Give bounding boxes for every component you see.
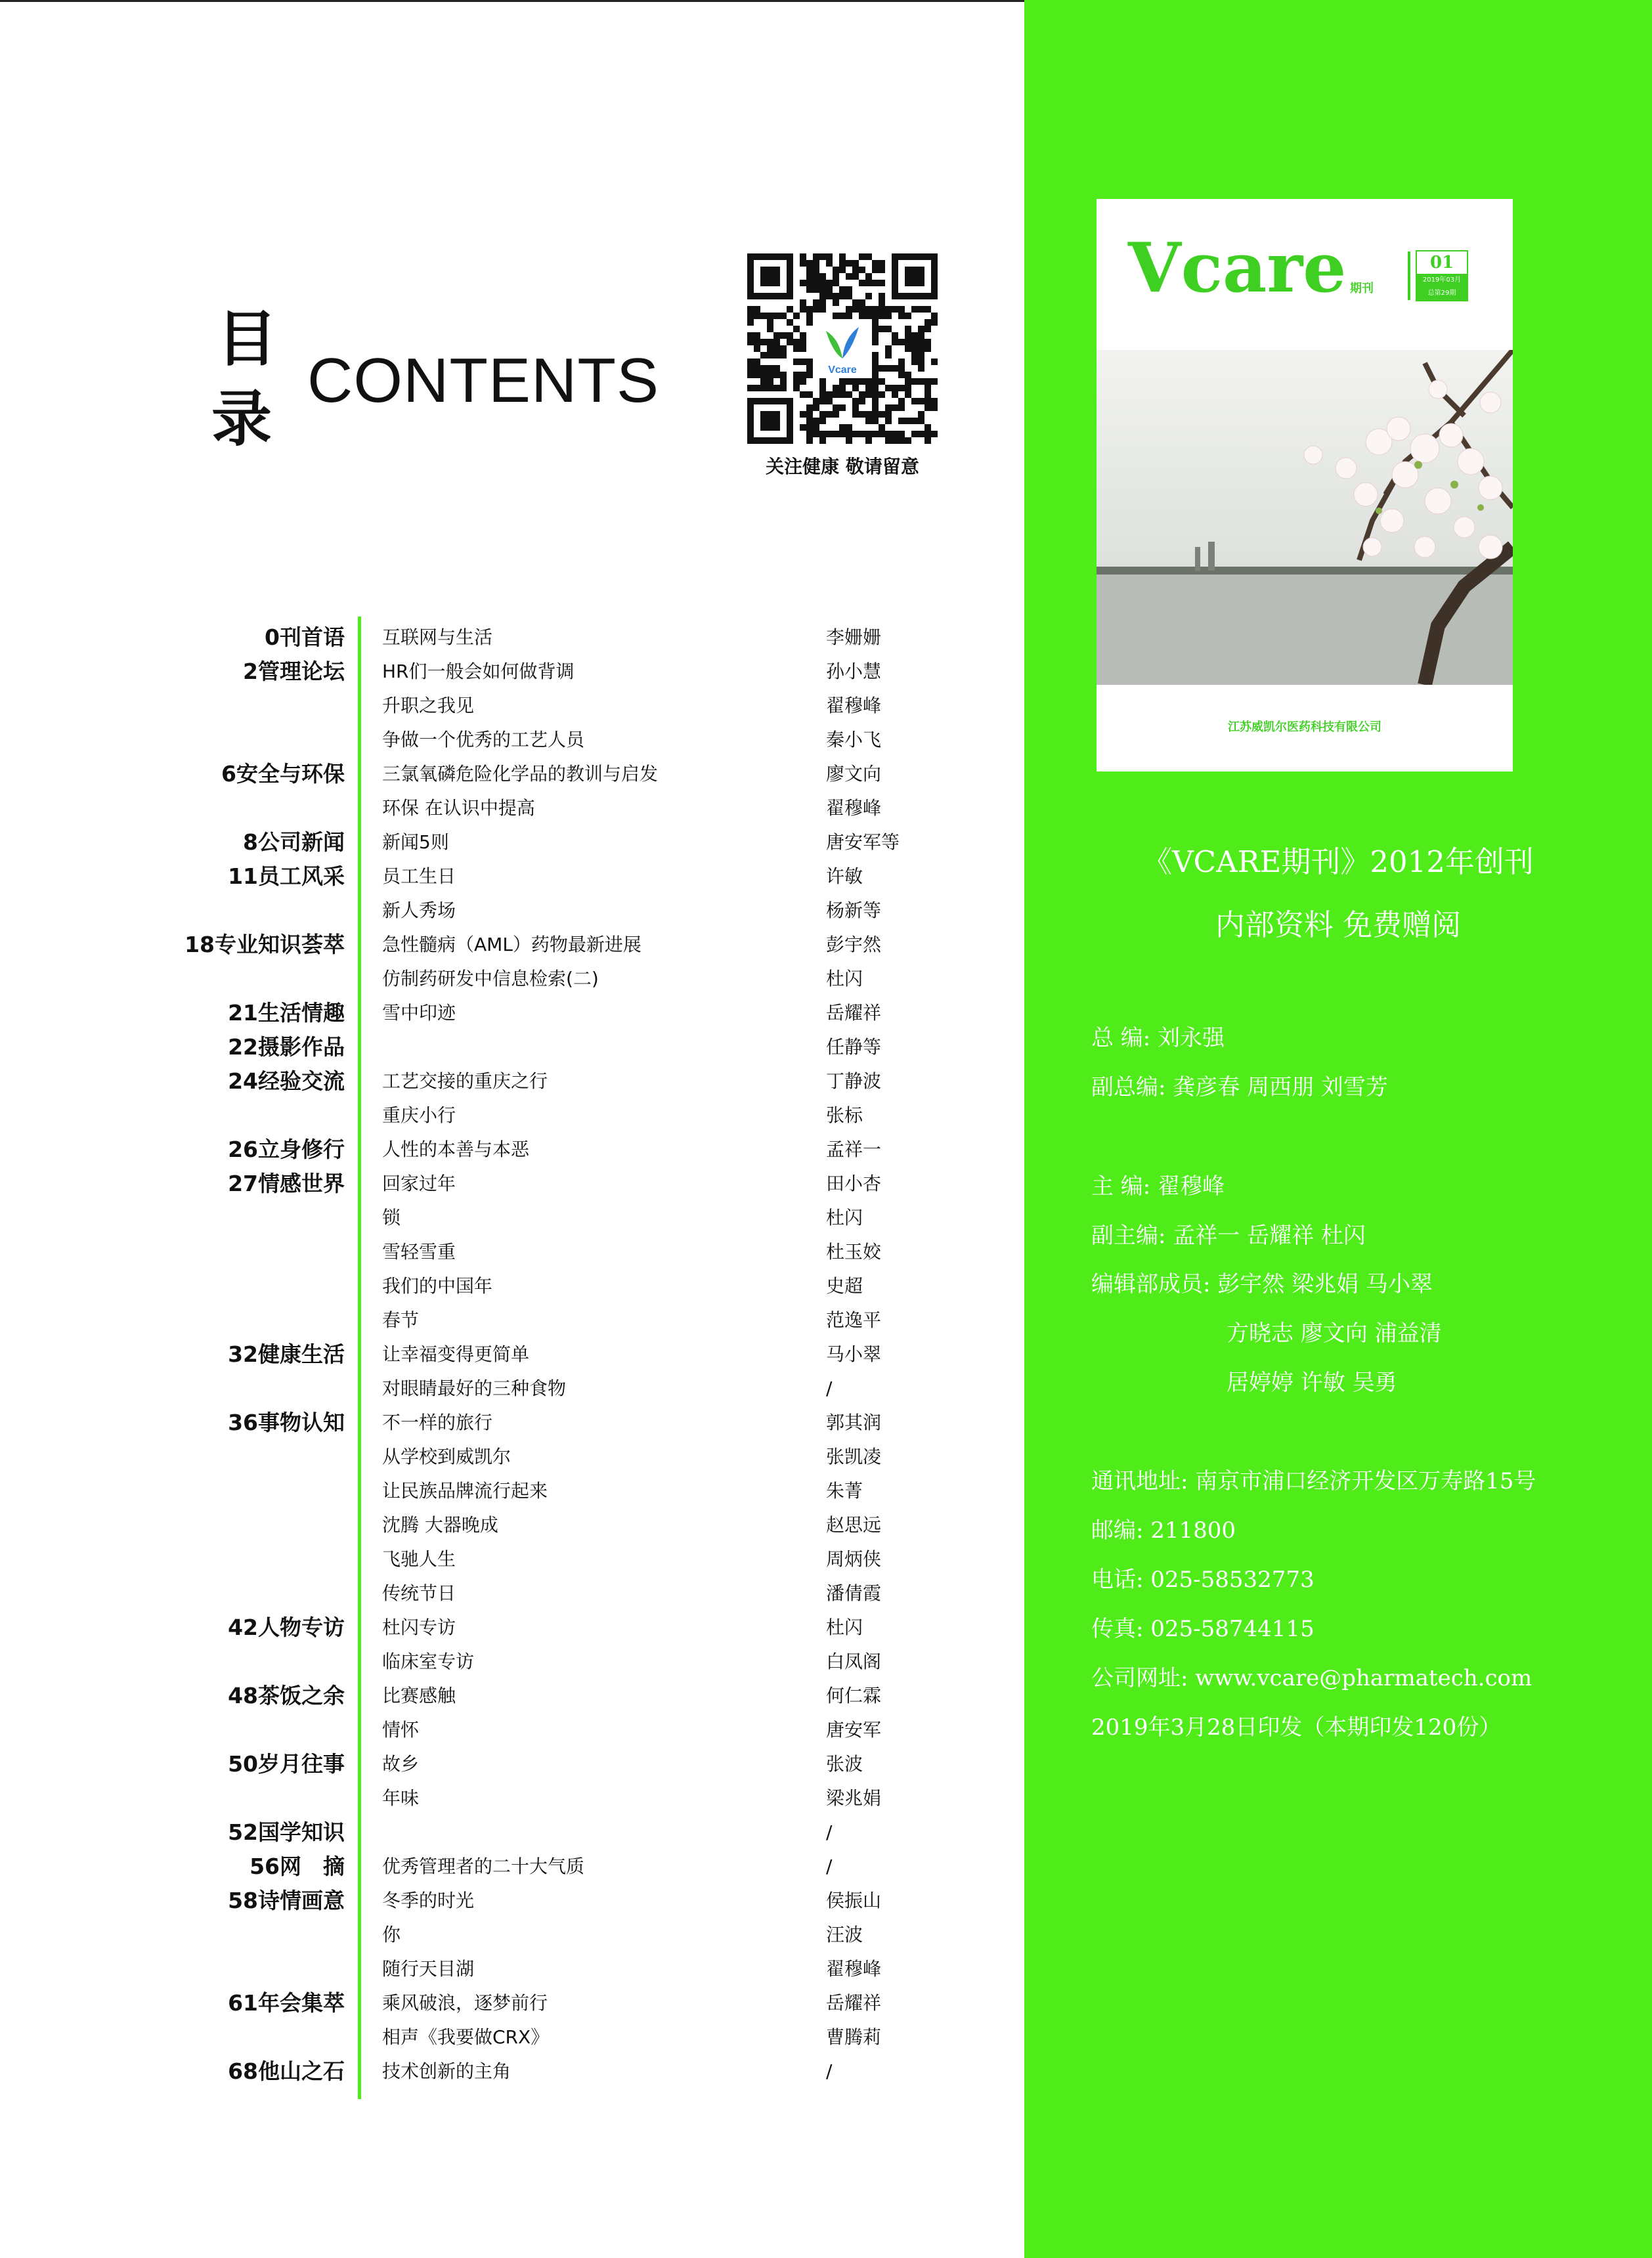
toc-author: 唐安军等: [826, 831, 900, 853]
toc-author: 岳耀祥: [826, 1002, 882, 1024]
toc-section: 26立身修行: [228, 1137, 345, 1162]
qr-logo-text: Vcare: [828, 364, 857, 376]
toc-row: [0, 1337, 1024, 1372]
toc-author: 侯振山: [826, 1890, 882, 1911]
toc-article: 乘风破浪，逐梦前行: [382, 1992, 548, 2014]
toc-row: [0, 655, 1024, 689]
toc-author: 田小杏: [826, 1173, 882, 1194]
toc-article: 故乡: [382, 1753, 420, 1775]
toc-section: 6安全与环保: [221, 761, 345, 787]
toc-article: 争做一个优秀的工艺人员: [382, 729, 585, 750]
toc-article: 让民族品牌流行起来: [382, 1480, 548, 1502]
toc-author: 梁兆娟: [826, 1787, 882, 1809]
toc-section: 2管理论坛: [243, 659, 345, 684]
toc-row: [0, 894, 1024, 928]
toc-section: 48茶饭之余: [228, 1683, 345, 1708]
masthead-headline-1: 《VCARE期刊》2012年创刊: [1142, 844, 1534, 879]
toc-row: [0, 1201, 1024, 1235]
toc-article: 回家过年: [382, 1173, 456, 1194]
toc-article: HR们一般会如何做背调: [382, 661, 575, 682]
toc-row: [0, 1406, 1024, 1440]
contents-title: CONTENTS: [307, 345, 659, 416]
toc-author: 曹腾莉: [826, 2026, 882, 2048]
title-mu: 目: [217, 304, 278, 374]
website: 公司网址: www.vcare@pharmatech.com: [1091, 1665, 1532, 1691]
toc-author: 廖文向: [826, 763, 882, 785]
toc-article: 飞驰人生: [382, 1548, 456, 1570]
toc-author: 孙小慧: [826, 661, 882, 682]
toc-article: 冬季的时光: [382, 1890, 475, 1911]
toc-article: 技术创新的主角: [382, 2060, 511, 2082]
toc-article: 沈腾 大器晚成: [382, 1514, 498, 1536]
toc-section: 21生活情趣: [228, 1000, 345, 1026]
toc-author: 张凯凌: [826, 1446, 882, 1467]
toc-row: [0, 1576, 1024, 1611]
toc-section: 24经验交流: [228, 1068, 345, 1094]
toc-author: 丁静波: [826, 1070, 882, 1092]
qr-code-icon: [747, 253, 938, 444]
print-info: 2019年3月28日印发（本期印发120份）: [1091, 1714, 1502, 1741]
issue-box: [1416, 250, 1468, 301]
editor: 主 编: 翟穆峰: [1091, 1173, 1225, 1200]
toc-section: 42人物专访: [228, 1615, 345, 1640]
toc-article: 三氯氧磷危险化学品的教训与启发: [382, 763, 659, 785]
toc-article: 升职之我见: [382, 695, 475, 716]
toc-row: [0, 1986, 1024, 2020]
toc-author: 杨新等: [826, 900, 882, 921]
toc-article: 雪轻雪重: [382, 1241, 456, 1263]
toc-article: 随行天目湖: [382, 1958, 475, 1980]
cover-sub: 期刊: [1350, 282, 1374, 295]
toc-article: 对眼睛最好的三种食物: [382, 1378, 567, 1399]
toc-author: 翟穆峰: [826, 1958, 882, 1980]
qr-caption: 关注健康 敬请留意: [766, 456, 919, 477]
toc-article: 优秀管理者的二十大气质: [382, 1856, 585, 1877]
toc-article: 情怀: [382, 1719, 420, 1741]
toc-section: 68他山之石: [228, 2058, 345, 2084]
toc-author: 郭其润: [826, 1412, 882, 1433]
toc-row: [0, 1679, 1024, 1713]
toc-author: 范逸平: [826, 1309, 882, 1331]
toc-article: 从学校到威凯尔: [382, 1446, 511, 1467]
toc-row: [0, 1235, 1024, 1269]
toc-section: 11员工风采: [228, 863, 345, 889]
deputy-editor: 副主编: 孟祥一 岳耀祥 杜闪: [1091, 1223, 1366, 1249]
toc-row: [0, 859, 1024, 894]
toc-article: 你: [382, 1924, 401, 1945]
toc-author: 翟穆峰: [826, 797, 882, 819]
toc-author: 杜玉姣: [826, 1241, 882, 1263]
toc-row: [0, 1781, 1024, 1815]
toc-row: [0, 1167, 1024, 1201]
toc-article: 让幸福变得更简单: [382, 1343, 530, 1365]
toc-author: 朱菁: [826, 1480, 863, 1502]
toc-row: [0, 1098, 1024, 1133]
toc-author: 张波: [826, 1753, 863, 1775]
toc-row: [0, 1064, 1024, 1098]
toc-article: 杜闪专访: [382, 1617, 456, 1638]
toc-row: [0, 928, 1024, 962]
toc-row: [0, 2054, 1024, 2089]
address: 通讯地址: 南京市浦口经济开发区万寿路15号: [1091, 1468, 1536, 1494]
toc-author: /: [826, 1856, 833, 1877]
toc-article: 重庆小行: [382, 1104, 456, 1126]
toc-author: 秦小飞: [826, 729, 882, 750]
toc-author: /: [826, 1821, 833, 1843]
toc-article: 春节: [382, 1309, 420, 1331]
toc-row: [0, 962, 1024, 996]
toc-row: [0, 757, 1024, 791]
toc-author: 岳耀祥: [826, 1992, 882, 2014]
title-lu: 录: [211, 384, 272, 454]
toc-row: [0, 2020, 1024, 2054]
toc-article: 年味: [382, 1787, 420, 1809]
masthead-headline-2: 内部资料 免费赠阅: [1215, 907, 1462, 942]
toc-row: [0, 1030, 1024, 1064]
toc-author: 任静等: [826, 1036, 882, 1058]
toc-article: 员工生日: [382, 865, 456, 887]
toc-article: 仿制药研发中信息检索(二): [382, 968, 599, 989]
toc-row: [0, 620, 1024, 655]
toc-row: [0, 1474, 1024, 1508]
toc-article: 比赛感触: [382, 1685, 456, 1706]
toc-row: [0, 1918, 1024, 1952]
editorial-members-3: 居婷婷 许敏 吴勇: [1227, 1370, 1397, 1396]
cherry-blossom-photo: [1097, 350, 1513, 685]
toc-author: 赵思远: [826, 1514, 882, 1536]
toc-author: 彭宇然: [826, 934, 882, 955]
toc-author: 汪波: [826, 1924, 863, 1945]
toc-article: 人性的本善与本恶: [382, 1139, 530, 1160]
toc-author: 许敏: [826, 865, 863, 887]
toc-article: 新人秀场: [382, 900, 456, 921]
toc-author: 白凤阁: [826, 1651, 882, 1672]
toc-article: 传统节日: [382, 1582, 456, 1604]
toc-author: 周炳侠: [826, 1548, 882, 1570]
toc-section: 18专业知识荟萃: [185, 932, 345, 957]
postcode: 邮编: 211800: [1091, 1517, 1236, 1544]
toc-author: /: [826, 1378, 833, 1399]
toc-author: 张标: [826, 1104, 863, 1126]
toc-row: [0, 1952, 1024, 1986]
editorial-members-2: 方晓志 廖文向 浦益清: [1227, 1320, 1442, 1347]
toc-author: 潘倩霞: [826, 1582, 882, 1604]
toc-article: 工艺交接的重庆之行: [382, 1070, 548, 1092]
cover-thumbnail: [1097, 199, 1513, 771]
issue-month: 2019年03月: [1422, 276, 1462, 284]
toc-row: [0, 1269, 1024, 1303]
toc-row: [0, 1815, 1024, 1850]
toc-article: 相声《我要做CRX》: [382, 2026, 550, 2048]
toc-row: [0, 1850, 1024, 1884]
toc-author: 杜闪: [826, 1207, 863, 1228]
toc-author: 翟穆峰: [826, 695, 882, 716]
toc-article: 雪中印迹: [382, 1002, 456, 1024]
toc-section: 50岁月往事: [228, 1751, 345, 1777]
toc-author: 何仁霖: [826, 1685, 882, 1706]
toc-row: [0, 1645, 1024, 1679]
issue-total: 总第29期: [1427, 290, 1456, 297]
issue-number: 01: [1430, 253, 1454, 272]
phone: 电话: 025-58532773: [1091, 1567, 1315, 1593]
toc-author: 马小翠: [826, 1343, 882, 1365]
toc-row: [0, 825, 1024, 859]
toc-author: 史超: [826, 1275, 863, 1297]
toc-section: 56网 摘: [250, 1854, 345, 1879]
editorial-members: 编辑部成员: 彭宇然 梁兆娟 马小翠: [1091, 1271, 1433, 1297]
toc-article: 不一样的旅行: [382, 1412, 493, 1433]
toc-article: 锁: [382, 1207, 401, 1228]
toc-section: 27情感世界: [228, 1171, 345, 1196]
chief-editor: 总 编: 刘永强: [1091, 1025, 1225, 1051]
deputy-chief-editor: 副总编: 龚彦春 周西朋 刘雪芳: [1091, 1074, 1388, 1100]
toc-author: 杜闪: [826, 968, 863, 989]
toc-article: 环保 在认识中提高: [382, 797, 535, 819]
toc-row: [0, 1440, 1024, 1474]
toc-article: 临床室专访: [382, 1651, 475, 1672]
toc-section: 22摄影作品: [228, 1034, 345, 1060]
cover-company: 江苏威凯尔医药科技有限公司: [1228, 720, 1381, 734]
toc-row: [0, 1611, 1024, 1645]
toc-row: [0, 791, 1024, 825]
toc-section: 0刊首语: [265, 624, 345, 650]
toc-section: 32健康生活: [228, 1341, 345, 1367]
toc-row: [0, 1542, 1024, 1576]
cover-brand: Vcare: [1128, 227, 1347, 308]
toc-author: 孟祥一: [826, 1139, 882, 1160]
issue-date: [1417, 274, 1467, 300]
toc-row: [0, 723, 1024, 757]
toc-section: 36事物认知: [228, 1410, 345, 1435]
toc-article: 互联网与生活: [382, 626, 493, 648]
toc-author: 李姗姗: [826, 626, 882, 648]
toc-row: [0, 1884, 1024, 1918]
toc-section: 61年会集萃: [228, 1990, 345, 2016]
toc-row: [0, 1508, 1024, 1542]
toc-row: [0, 1713, 1024, 1747]
toc-author: 唐安军: [826, 1719, 882, 1741]
toc-author: /: [826, 2060, 833, 2082]
toc-row: [0, 1133, 1024, 1167]
toc-article: 我们的中国年: [382, 1275, 493, 1297]
toc-author: 杜闪: [826, 1617, 863, 1638]
toc-row: [0, 689, 1024, 723]
toc-section: 8公司新闻: [243, 829, 345, 855]
toc-row: [0, 996, 1024, 1030]
fax: 传真: 025-58744115: [1091, 1616, 1315, 1642]
toc-article: 急性髓病（AML）药物最新进展: [382, 934, 641, 955]
toc-row: [0, 1303, 1024, 1337]
toc-row: [0, 1372, 1024, 1406]
toc-section: 58诗情画意: [228, 1888, 345, 1913]
toc-row: [0, 1747, 1024, 1781]
toc-section: 52国学知识: [228, 1819, 345, 1845]
toc-article: 新闻5则: [382, 831, 449, 853]
